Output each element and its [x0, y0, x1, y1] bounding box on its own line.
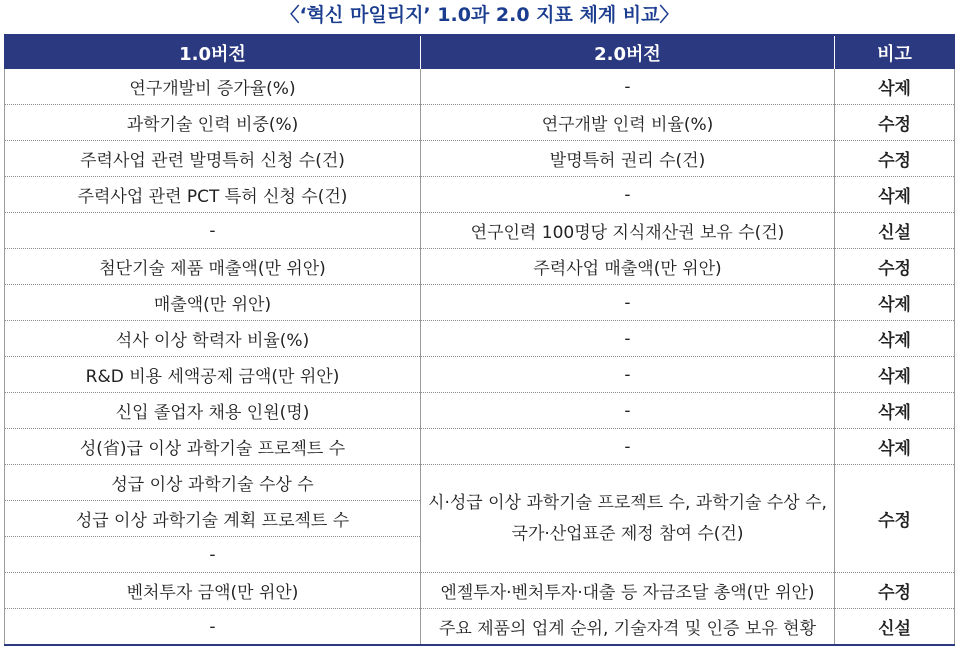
- cell-v2-merged: [421, 465, 835, 573]
- cell-note: 삭제: [835, 357, 955, 393]
- comparison-table: [4, 34, 955, 646]
- cell-v2: -: [421, 393, 835, 429]
- cell-v1: 주력사업 관련 PCT 특허 신청 수(건): [5, 177, 421, 213]
- merged-line-2: 국가·산업표준 제정 참여 수(건): [511, 523, 744, 544]
- cell-v1: 첨단기술 제품 매출액(만 위안): [5, 249, 421, 285]
- cell-v1: 과학기술 인력 비중(%): [5, 105, 421, 141]
- cell-note: 삭제: [835, 321, 955, 357]
- cell-v2: -: [421, 357, 835, 393]
- header-v1: 1.0버전: [5, 35, 421, 69]
- cell-v1: -: [5, 537, 421, 573]
- table-row: [5, 105, 955, 141]
- cell-note: 삭제: [835, 69, 955, 105]
- merged-line-1: 시·성급 이상 과학기술 프로젝트 수, 과학기술 수상 수,: [428, 492, 827, 513]
- cell-v1: 매출액(만 위안): [5, 285, 421, 321]
- cell-note: 수정: [835, 249, 955, 285]
- page-title: 〈‘혁신 마일리지’ 1.0과 2.0 지표 체계 비교〉: [280, 4, 679, 26]
- cell-v2: 주요 제품의 업계 순위, 기술자격 및 인증 보유 현황: [421, 609, 835, 646]
- table-row: [5, 573, 955, 609]
- cell-v2: -: [421, 177, 835, 213]
- cell-v1: 주력사업 관련 발명특허 신청 수(건): [5, 141, 421, 177]
- cell-v2: 연구인력 100명당 지식재산권 보유 수(건): [421, 213, 835, 249]
- cell-note: 삭제: [835, 285, 955, 321]
- cell-v2: 엔젤투자·벤처투자·대출 등 자금조달 총액(만 위안): [421, 573, 835, 609]
- table-row-group: [5, 465, 955, 501]
- cell-note-merged: 수정: [835, 465, 955, 573]
- cell-v2: -: [421, 69, 835, 105]
- table-row: [5, 357, 955, 393]
- cell-note: 수정: [835, 573, 955, 609]
- cell-note: 삭제: [835, 429, 955, 465]
- cell-note: 수정: [835, 105, 955, 141]
- cell-v1: 신입 졸업자 채용 인원(명): [5, 393, 421, 429]
- cell-v1: -: [5, 609, 421, 646]
- cell-v1: 벤처투자 금액(만 위안): [5, 573, 421, 609]
- cell-v2: -: [421, 285, 835, 321]
- cell-v2: -: [421, 429, 835, 465]
- table-row: [5, 141, 955, 177]
- table-row: [5, 609, 955, 646]
- cell-v1: 성급 이상 과학기술 계획 프로젝트 수: [5, 501, 421, 537]
- cell-v2: 발명특허 권리 수(건): [421, 141, 835, 177]
- table-row: [5, 213, 955, 249]
- cell-v1: 석사 이상 학력자 비율(%): [5, 321, 421, 357]
- cell-note: 신설: [835, 213, 955, 249]
- cell-v2: 주력사업 매출액(만 위안): [421, 249, 835, 285]
- table-row: [5, 249, 955, 285]
- header-note: 비고: [835, 35, 955, 69]
- cell-note: 수정: [835, 141, 955, 177]
- table-row: [5, 429, 955, 465]
- cell-note: 삭제: [835, 177, 955, 213]
- table-row: [5, 69, 955, 105]
- cell-v1: 성급 이상 과학기술 수상 수: [5, 465, 421, 501]
- cell-note: 신설: [835, 609, 955, 646]
- cell-v1: 성(省)급 이상 과학기술 프로젝트 수: [5, 429, 421, 465]
- cell-v2: -: [421, 321, 835, 357]
- table-row: [5, 321, 955, 357]
- table-row: [5, 393, 955, 429]
- cell-v1: -: [5, 213, 421, 249]
- cell-v1: 연구개발비 증가율(%): [5, 69, 421, 105]
- cell-v2: 연구개발 인력 비율(%): [421, 105, 835, 141]
- cell-v1: R&D 비용 세액공제 금액(만 위안): [5, 357, 421, 393]
- header-v2: 2.0버전: [421, 35, 835, 69]
- table-row: [5, 177, 955, 213]
- table-header-row: [5, 35, 955, 69]
- cell-note: 삭제: [835, 393, 955, 429]
- table-row: [5, 285, 955, 321]
